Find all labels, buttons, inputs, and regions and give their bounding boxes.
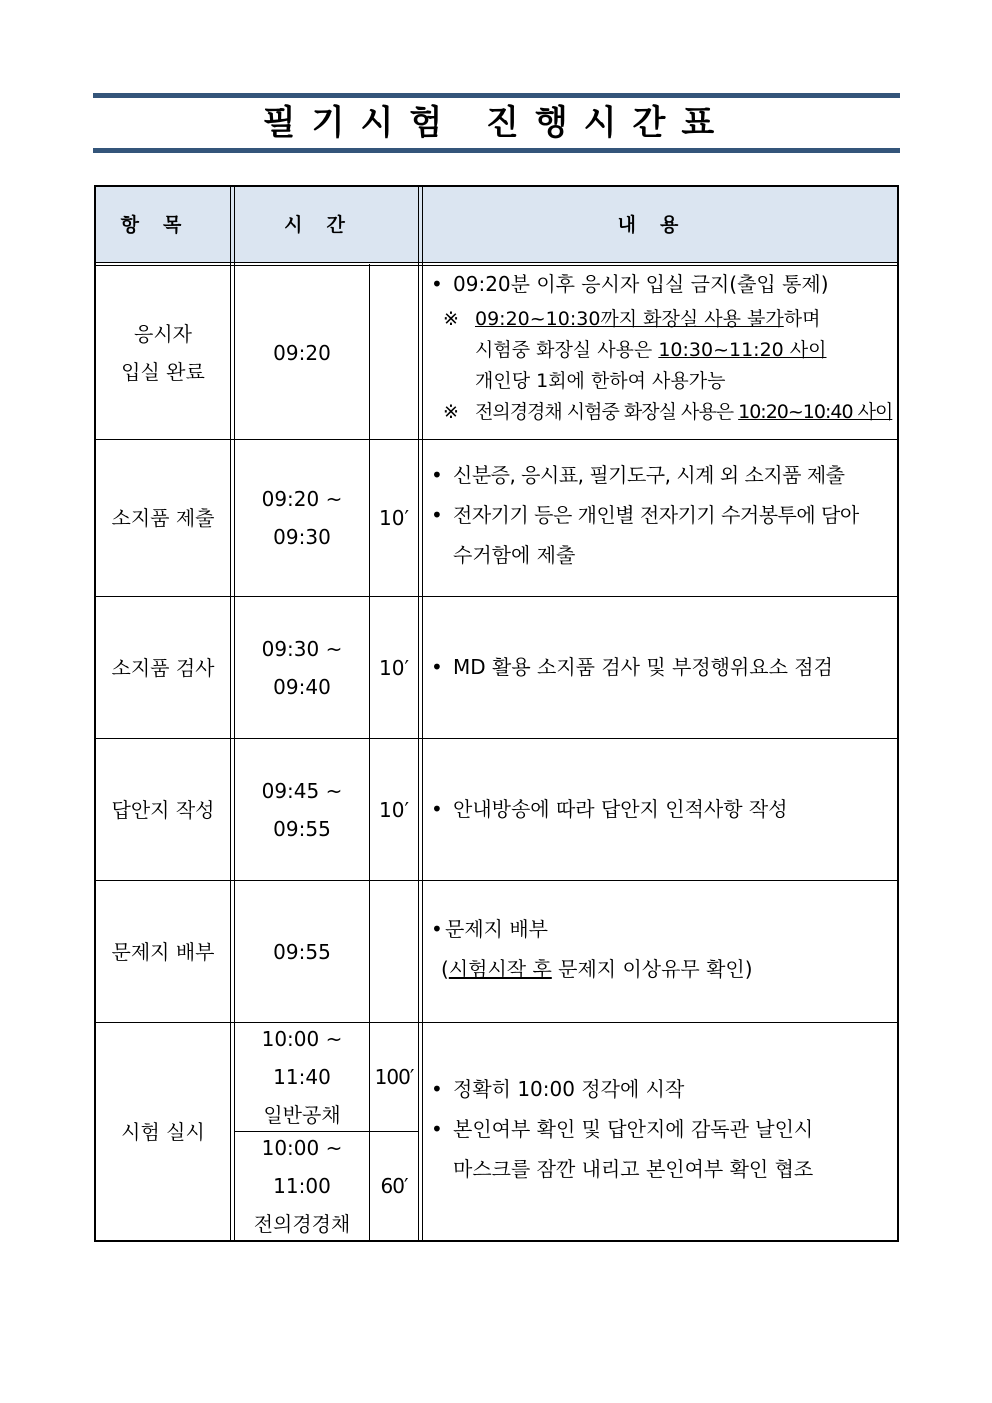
note-item: ※ 09:20~10:30까지 화장실 사용 불가하며 (443, 308, 821, 330)
list-item: • 정확히 10:00 정각에 시작 (431, 1077, 685, 1101)
list-item: • 본인여부 확인 및 답안지에 감독관 날인시 (431, 1117, 814, 1141)
row-item: 소지품 검사 (111, 655, 215, 680)
row-content: • 신분증, 응시표, 필기도구, 시계 외 소지품 제출 • 전자기기 등은 개인별 전자기기 수거봉투에 담아 수거함에 제출 (423, 455, 897, 575)
row-duration: 10′ (379, 655, 409, 680)
row-content: • 정확히 10:00 정각에 시작 • 본인여부 확인 및 답안지에 감독관 날인시 마스크를 잠깐 내리고 본인여부 확인 협조 (423, 1069, 897, 1189)
row-content (423, 647, 897, 687)
page-title: 필기시험 진행시간표 (262, 103, 731, 143)
title-banner (93, 93, 900, 153)
row-time: 10:00 ~ 11:40 일반공채 (261, 1027, 343, 1127)
row-item: 답안지 작성 (111, 797, 215, 822)
note-item: ※ 전의경경채 시험중 화장실 사용은 10:20~10:40 사이 (443, 401, 893, 423)
header-content: 내용 (617, 213, 703, 236)
row-duration: 100′ (374, 1065, 414, 1089)
row-duration: 60′ (380, 1174, 408, 1198)
list-item: • 09:20분 이후 응시자 입실 금지(출입 통제) (431, 272, 829, 296)
list-item: • 문제지 배부 (431, 917, 548, 941)
row-time: 09:55 (273, 939, 331, 964)
row-duration: 10′ (379, 797, 409, 822)
row-item: 문제지 배부 (111, 939, 215, 964)
row-duration: 10′ (379, 506, 409, 530)
row-time: 10:00 ~ 11:00 전의경경채 (253, 1136, 351, 1236)
row-content (423, 789, 897, 829)
list-item: • 전자기기 등은 개인별 전자기기 수거봉투에 담아 (431, 503, 859, 527)
row-time: 09:45 ~ 09:55 (261, 778, 343, 841)
list-item: • 안내방송에 따라 답안지 인적사항 작성 (431, 797, 788, 821)
row-content: • 문제지 배부 (시험시작 후 문제지 이상유무 확인) (423, 909, 897, 989)
list-item: • MD 활용 소지품 검사 및 부정행위요소 점검 (431, 655, 833, 679)
row-time: 09:30 ~ 09:40 (261, 636, 343, 699)
title-bottom-rule (93, 148, 900, 153)
row-item: 응시자 입실 완료 (121, 321, 205, 384)
list-item: • 신분증, 응시표, 필기도구, 시계 외 소지품 제출 (431, 463, 845, 487)
header-time: 시간 (284, 213, 369, 236)
header-item: 항목 (120, 213, 206, 236)
row-item: 소지품 제출 (111, 506, 215, 530)
row-time: 09:20 (273, 340, 331, 365)
row-item: 시험 실시 (121, 1119, 205, 1144)
row-time: 09:20 ~ 09:30 (261, 487, 343, 549)
row-content: • 09:20분 이후 응시자 입실 금지(출입 통제) ※ 09:20~10:30까지 화장실 사용 불가하며 시험중 화장실 사용은 10:30~11:20 사이 개인당 1회에 한하여 사용가능 ※ 전의경경채 시험중 화장실 사용은 10:20~10:40 사이 (423, 264, 897, 428)
schedule-table (94, 185, 899, 1242)
